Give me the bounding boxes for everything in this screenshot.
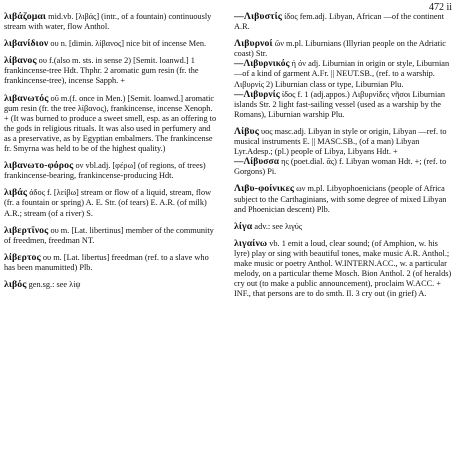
dictionary-entry — [4, 56, 218, 86]
entry-definition: Amphion, w. his lyre) play or sing with beautiful tones, make music A.R. Anthol.; make music or poetry Anthol. W.INTERN.ACC., w. a particular melody, on a particular theme Mosch. Bion Anthol. 2 (of heralds) cry out (to make a public announcement), proclaim W.ACC. + INF., that persons are to do smth. Il. 3 cry out (in grief) A. — [234, 238, 452, 299]
sub-entry-grammar: ης (poet.dial. ᾱς) f. Libyan — [279, 157, 370, 167]
entry-grammar: ῶν m.pl. Liburnians (Illyrian — [272, 39, 371, 49]
page-number: 472 ii — [428, 2, 452, 13]
entry-definition: regions, of trees) frankincense-bearing, frankincense-producing Hdt. — [4, 161, 206, 181]
entry-grammar: ου m. [Lat. libertus] freedman — [40, 252, 143, 262]
entry-grammar: ίδος fem.adj. Libyan, — [282, 12, 355, 21]
sub-entry — [234, 90, 454, 120]
sub-entry-definition: origin or style, Liburnian —of a kind of garment A.Fr. || NEUT.SB., (ref. to a warship. Λιβυρνίς 2) Liburnian class or type, Liburnian Plu. — [234, 59, 450, 89]
entry-grammar: adv.: see λιγύς — [252, 221, 303, 231]
entry-headword: λιβανωτο-φόρος — [4, 160, 74, 172]
entry-definition: fountain) continuously stream with water, flow Anthol. — [4, 12, 212, 32]
entry-grammar: υος masc.adj. Libyan in style or — [258, 126, 367, 136]
sub-entry-headword: —Λιβυρνικός — [234, 59, 290, 70]
entry-grammar: ου f.(also m. sts. in sense 2) — [36, 56, 132, 66]
entry-definition: people on the Adriatic coast) Str. — [234, 39, 446, 59]
entry-headword: λιβάς — [4, 187, 28, 199]
dictionary-entry — [234, 184, 454, 214]
sub-entry-definition: woman Hdt. +; (ref. to Gorgons) Pi. — [234, 157, 447, 177]
sub-entry-headword: —Λίβυσσα — [234, 157, 280, 168]
dictionary-entry — [4, 226, 218, 246]
entry-headword: λιγαίνω — [234, 237, 268, 249]
entry-definition: [Semit. loanwd.] 1 frankincense-tree Hdt. Thphr. 2 aromatic gum resin (fr. the frankincense-tree), incense Sapph. + — [4, 56, 199, 86]
entry-grammar: gen.sg.: see λίψ — [26, 279, 81, 289]
dictionary-entry — [234, 39, 454, 120]
dictionary-entry — [4, 253, 218, 273]
entry-headword: Λιβυρνοί — [234, 38, 273, 50]
entry-grammar: ου m. [Lat. libertinus] — [48, 225, 124, 235]
entry-grammar: mid.vb. [λιβάς] (intr., of a — [46, 12, 134, 21]
dictionary-entry — [4, 12, 218, 32]
dictionary-entry — [4, 161, 218, 181]
entry-definition: origin, Libyan —ref. to musical instruments E. || MASC.SB., (of a man) Libyan Lyr.Adesp.; (pl.) people of Libya, Libyans Hdt. + — [234, 126, 447, 157]
dictionary-entry — [4, 94, 218, 155]
sub-entry — [234, 59, 454, 89]
dictionary-entry — [234, 222, 454, 232]
sub-entry — [234, 157, 454, 177]
sub-entry-definition: Λιβυρνίδες νῆσοι Liburnian islands Str. 2 light fast-sailing vessel (used as a warship by the Romans), Liburnian warship Plu. — [234, 89, 446, 119]
entry-grammar: ων m.pl. — [294, 184, 325, 194]
entry-headword: λιβανίδιον — [4, 38, 49, 50]
dictionary-entry — [234, 239, 454, 300]
entry-headword: λιβάζομαι — [4, 11, 47, 22]
entry-grammar: άδος f. [λείβω] stream or flow of a — [27, 188, 145, 198]
entry-grammar: vb. 1 emit a loud, clear sound; (of — [267, 238, 382, 248]
entry-headword: Λίβυς — [234, 125, 259, 137]
dictionary-entry — [234, 127, 454, 177]
entry-definition: member of the community of freedmen, freedman NT. — [4, 225, 214, 245]
dictionary-entry — [4, 188, 218, 218]
entry-headword: —Λιβυστίς — [234, 11, 283, 22]
entry-grammar: ου n. [dimin. λίβανος] nice — [48, 39, 140, 49]
sub-entry-grammar: ή όν adj. Liburnian in — [289, 59, 364, 69]
entry-definition: (ref. to a slave who has been manumitted) Plb. — [4, 252, 209, 272]
entry-headword: λίβανος — [4, 55, 37, 67]
sub-entry-headword: —Λιβυρνίς — [234, 89, 280, 100]
dictionary-entry — [4, 280, 218, 290]
entry-grammar: οῦ m.(f. once in Men.) [Semit. — [48, 93, 152, 103]
entry-headword: λίβερτος — [4, 251, 41, 263]
entry-definition: African —of the continent A.R. — [234, 12, 444, 32]
left-column — [4, 12, 218, 297]
dictionary-entry — [4, 39, 218, 49]
entry-grammar: ον vbl.adj. [φέρω] (of — [73, 161, 148, 171]
entry-definition: bit of incense Men. — [142, 39, 207, 49]
entry-headword: λιβανωτός — [4, 92, 49, 104]
sub-entry-grammar: ίδος f. 1 (adj.appos.) — [279, 89, 350, 99]
dictionary-entry — [234, 12, 454, 32]
entry-headword: λιβός — [4, 278, 27, 290]
entry-definition: liquid, stream, flow (fr. a fountain or spring) A. E. Str. (of tears) E. A.R. (of milk) A.R.; stream (of a river) S. — [4, 188, 212, 218]
entry-headword: λιβερτῖνος — [4, 224, 49, 236]
right-column — [234, 12, 454, 306]
entry-definition: Libyophoenicians (people of Africa subject to the Carthaginians, with some degree of mixed Libyan and Phoenician descent) Plb. — [234, 184, 447, 214]
entry-definition: loanwd.] aromatic gum resin (fr. the tree λίβανος), frankincense, incense Xenoph. + (It was burned to produce a sweet smell, esp. as an offering to the gods in religious rituals. It was also used in perfumery and as a preservative, as by Egyptian embalmers. The frankincense fr. Smyrna was held to be of the highest quality.) — [4, 93, 217, 154]
entry-headword: Λιβυ-φοίνικες — [234, 183, 295, 195]
entry-headword: λίγα — [234, 220, 253, 232]
